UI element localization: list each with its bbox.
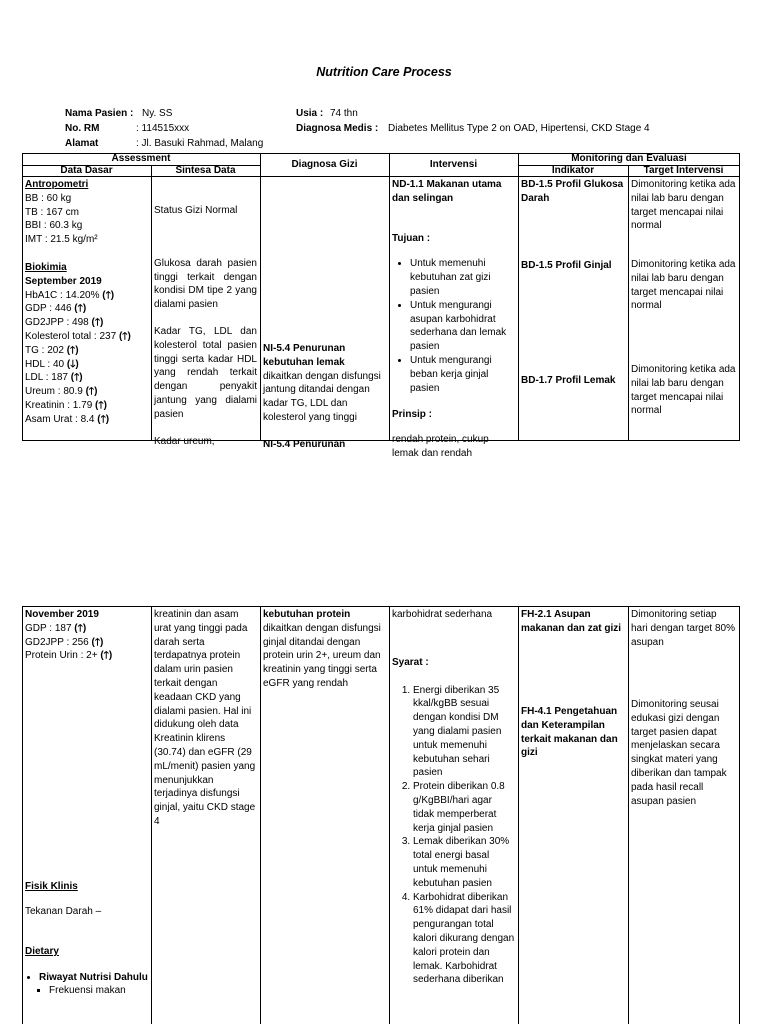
syarat-item: 1. Energi diberikan 35 kkal/kgBB sesuai dengan kondisi DM yang dialami pasien untuk memenuhi kebutuhan sehari pasien	[413, 684, 515, 781]
lab-date: November 2019	[25, 609, 99, 620]
patient-rm-label: No. RM	[65, 123, 100, 134]
header-diagnosa-gizi: Diagnosa Gizi	[291, 159, 358, 170]
intervensi-code: ND-1.1 Makanan utama dan selingan	[392, 179, 502, 204]
page-title: Nutrition Care Process	[316, 65, 452, 79]
medical-diagnosis: Diabetes Mellitus Type 2 on OAD, Hipertensi, CKD Stage 4	[388, 123, 650, 134]
arrow-up-icon: (🡑)	[102, 289, 115, 301]
arrow-up-icon: (🡑)	[95, 399, 107, 411]
indikator-asupan: FH-2.1 Asupan makanan dan zat gizi	[521, 609, 622, 634]
lab-value-text: HbA1C : 14.20%	[25, 289, 103, 301]
sintesa-ginjal: kreatinin dan asam urat yang tinggi pada darah serta terdapatnya protein dalam urin pasien terkait dengan keadaan CKD yang dialami pasien. Hal ini didukung oleh data Kreatinin klirens (30.74) dan eGFR (29 mL/menit) pasien yang menunjukkan terjadinya disfungsi ginjal, yaitu CKD stage 4	[154, 609, 256, 827]
arrow-up-icon: (🡑)	[91, 317, 104, 329]
lab-value	[25, 358, 148, 372]
diagnosa-lemak-code: NI-5.4 Penurunan kebutuhan lemak	[263, 343, 346, 368]
antro-item: BBI : 60.3 kg	[25, 220, 83, 232]
patient-address-label: Alamat	[65, 138, 99, 149]
arrow-up-icon: (🡑)	[97, 413, 110, 425]
arrow-up-icon: (🡑)	[70, 372, 83, 384]
arrow-up-icon: (🡑)	[66, 344, 79, 356]
lab-value	[25, 622, 148, 636]
lab-value-text: GD2JPP : 256	[25, 636, 92, 648]
lab-list	[25, 622, 148, 663]
intervensi-cell-2	[389, 608, 518, 987]
syarat-item: 2. Protein diberikan 0.8 g/KgBBI/hari agar tidak memperberat kerja ginjal pasien	[413, 780, 515, 835]
tujuan-list	[392, 257, 515, 395]
lab-value-text: HDL : 40	[25, 358, 67, 370]
lab-value-text: Kolesterol total : 237	[25, 330, 119, 342]
riwayat-nutrisi: • Riwayat Nutrisi Dahulu	[39, 971, 148, 985]
frekuensi-makan: ▪ Frekuensi makan	[49, 984, 148, 998]
tujuan-item: • Untuk mengurangi beban kerja ginjal pasien	[410, 354, 515, 395]
sintesa-cell	[151, 178, 260, 448]
arrow-down-icon: (🡓)	[66, 358, 79, 370]
lab-value-text: LDL : 187	[25, 372, 71, 384]
header-monitoring: Monitoring dan Evaluasi	[571, 153, 687, 164]
medical-diagnosis-label: Diagnosa Medis :	[296, 123, 379, 134]
syarat-item: 3. Lemak diberikan 30% total energi basal untuk memenuhi kebutuhan pasien	[413, 835, 515, 890]
lab-value	[25, 289, 148, 303]
sintesa-lipid: Kadar TG, LDL dan kolesterol total pasien tinggi serta kadar HDL yang rendah terkait dengan penyakit jantung yang dialami pasien	[154, 325, 257, 420]
indikator-lemak: BD-1.7 Profil Lemak	[521, 375, 616, 386]
fisik-klinis-heading: Fisik Klinis	[25, 881, 78, 893]
lab-list	[25, 289, 148, 427]
lab-value-text: Asam Urat : 8.4	[25, 413, 98, 425]
tujuan-item: • Untuk memenuhi kebutuhan zat gizi pasien	[410, 257, 515, 298]
patient-address: : Jl. Basuki Rahmad, Malang	[136, 138, 264, 149]
lab-value	[25, 330, 148, 344]
diagnosa-lemak-text: dikaitkan dengan disfungsi jantung ditandai dengan kadar TG, LDL dan kolesterol yang tinggi	[263, 370, 381, 423]
lab-value-text: Ureum : 80.9	[25, 386, 86, 398]
indikator-ginjal: BD-1.5 Profil Ginjal	[521, 260, 612, 271]
patient-age-label: Usia :	[296, 108, 324, 119]
target-pengetahuan: Dimonitoring seusai edukasi gizi dengan target pasien dapat menjelaskan secara singkat materi yang diberikan dan tampak pada hasil recall asupan pasien	[631, 699, 727, 807]
data-dasar-cell-2	[22, 608, 151, 998]
dietary-sublist	[25, 984, 148, 998]
header-sintesa-data: Sintesa Data	[175, 165, 236, 176]
patient-rm: : 114515xxx	[136, 123, 190, 134]
biokimia-heading: Biokimia	[25, 261, 67, 273]
syarat-item: 4. Karbohidrat diberikan 61% didapat dari hasil pengurangan total kalori dikurang dengan kalori protein dan lemak. Karbohidrat sederhana diberikan	[413, 891, 515, 988]
sintesa-status-gizi: Status Gizi Normal	[154, 205, 238, 216]
diagnosa-protein-text: dikaitkan dengan disfungsi ginjal ditandai dengan protein urin 2+, ureum dan kreatinin yang tinggi serta eGFR yang rendah	[263, 622, 381, 689]
prinsip-text-cont: karbohidrat sederhana	[392, 609, 493, 620]
lab-value-text: TG : 202	[25, 344, 67, 356]
antropometri-heading: Antropometri	[25, 179, 89, 190]
tekanan-darah: Tekanan Darah –	[25, 905, 102, 917]
lab-value	[25, 371, 148, 385]
dietary-list	[25, 971, 148, 985]
target-ginjal: Dimonitoring ketika ada nilai lab baru dengan target mencapai nilai normal	[631, 259, 736, 312]
arrow-up-icon: (🡑)	[91, 636, 104, 648]
indikator-glukosa: BD-1.5 Profil Glukosa Darah	[521, 179, 624, 204]
sintesa-glukosa: Glukosa darah pasien tinggi terkait dengan kondisi DM tipe 2 yang dialami pasien	[154, 257, 257, 311]
tujuan-item: • Untuk mengurangi asupan karbohidrat sederhana dan lemak pasien	[410, 299, 515, 354]
header-intervensi: Intervensi	[429, 159, 478, 170]
target-lemak: Dimonitoring ketika ada nilai lab baru dengan target mencapai nilai normal	[631, 364, 736, 417]
header-target: Target Intervensi	[643, 165, 724, 176]
lab-value-text: GDP : 187	[25, 622, 75, 634]
arrow-up-icon: (🡑)	[74, 303, 87, 315]
syarat-list	[392, 684, 515, 988]
intervensi-cell	[389, 178, 518, 461]
lab-value	[25, 344, 148, 358]
antro-item: IMT : 21.5 kg/m²	[25, 234, 98, 246]
header-indikator: Indikator	[551, 165, 595, 176]
prinsip-heading: Prinsip :	[392, 409, 433, 421]
target-glukosa: Dimonitoring ketika ada nilai lab baru dengan target mencapai nilai normal	[631, 179, 736, 232]
target-asupan: Dimonitoring setiap hari dengan target 80% asupan	[631, 609, 735, 648]
lab-value	[25, 302, 148, 316]
patient-age: 74 thn	[330, 108, 358, 119]
lab-value-text: Protein Urin : 2+	[25, 650, 101, 662]
indikator-pengetahuan: FH-4.1 Pengetahuan dan Keterampilan terkait makanan dan gizi	[521, 706, 618, 759]
diagnosa-cell-2	[260, 608, 389, 691]
header-assessment: Assessment	[111, 153, 171, 164]
lab-value	[25, 316, 148, 330]
antro-item: BB : 60 kg	[25, 192, 72, 204]
syarat-heading: Syarat :	[392, 656, 429, 668]
lab-value	[25, 399, 148, 413]
diagnosa-protein-code: NI-5.4 Penurunan	[263, 438, 346, 450]
lab-value	[25, 636, 148, 650]
prinsip-text: rendah protein, cukup lemak dan rendah	[392, 434, 489, 459]
lab-date: September 2019	[25, 275, 102, 287]
lab-value	[25, 649, 148, 663]
lab-value-text: Kreatinin : 1.79	[25, 399, 96, 411]
patient-name-label: Nama Pasien :	[65, 108, 134, 119]
diagnosa-protein-code: kebutuhan protein	[263, 609, 351, 620]
lab-value	[25, 385, 148, 399]
sintesa-ureum: Kadar ureum,	[154, 435, 215, 447]
arrow-up-icon: (🡑)	[118, 330, 131, 342]
patient-name: Ny. SS	[142, 108, 173, 119]
data-dasar-cell	[22, 178, 151, 427]
arrow-up-icon: (🡑)	[100, 650, 113, 662]
lab-value-text: GDP : 446	[25, 303, 75, 315]
arrow-up-icon: (🡑)	[74, 622, 87, 634]
diagnosa-cell	[260, 342, 389, 452]
arrow-up-icon: (🡑)	[85, 386, 98, 398]
antro-item: TB : 167 cm	[25, 206, 79, 218]
dietary-heading: Dietary	[25, 945, 59, 957]
header-data-dasar: Data Dasar	[60, 165, 113, 176]
lab-value	[25, 413, 148, 427]
tujuan-heading: Tujuan :	[392, 232, 431, 244]
lab-value-text: GD2JPP : 498	[25, 317, 92, 329]
